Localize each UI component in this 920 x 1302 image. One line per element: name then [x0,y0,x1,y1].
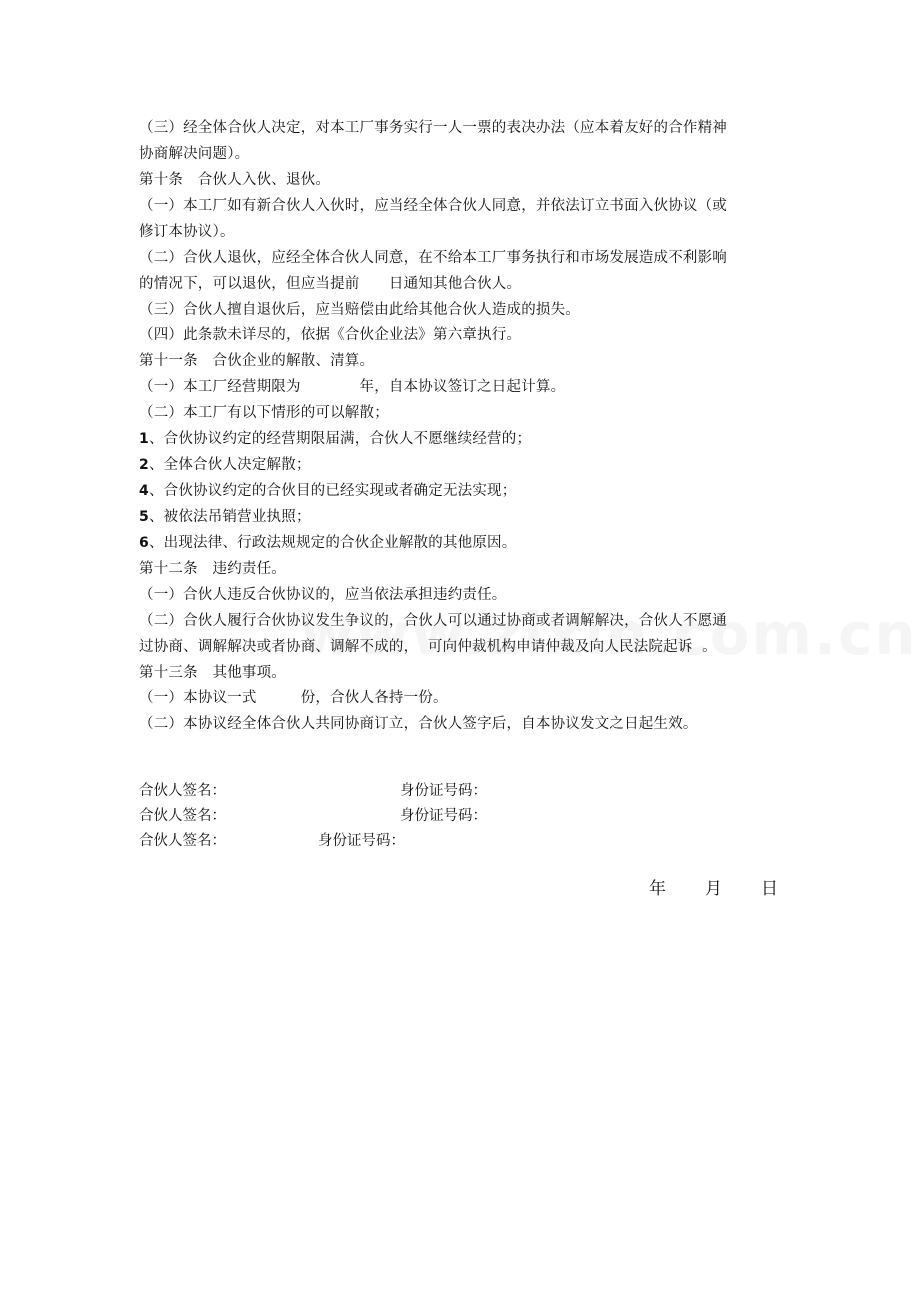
clause-text: （二）合伙人履行合伙协议发生争议的，合伙人可以通过协商或者调解解决，合伙人不愿通 [139,612,727,629]
date-day: 日 [761,879,778,899]
clause-text: （一）合伙人违反合伙协议的，应当依法承担违约责任。 [139,586,507,603]
clause-text: 第十一条 合伙企业的解散、清算。 [139,353,375,370]
clause-line [139,454,311,476]
clause-line [139,299,580,321]
signature-name-label-3: 合伙人签名： [139,833,226,849]
clause-line [139,247,727,269]
clause-text: （二）合伙人退伙，应经全体合伙人同意，在不给本工厂事务执行和市场发展造成不利影响 [139,249,727,266]
clause-text: 第十二条 违约责任。 [139,560,286,577]
clause-text: 第十条 合伙人入伙、退伙。 [139,171,331,188]
clause-text: （二）本协议经全体合伙人共同协商订立，合伙人签字后，自本协议发文之日起生效。 [139,716,698,733]
clause-number: 2 [139,457,149,474]
clause-number: 6 [139,534,149,551]
clause-line [139,662,286,684]
clause-line [139,558,286,580]
clause-line [139,532,516,554]
clause-text: （一）本工厂经营期限为 年，自本协议签订之日起计算。 [139,379,566,396]
clause-line [139,273,521,295]
clause-line [139,350,374,372]
clause-line [139,428,531,450]
date-year: 年 [649,879,666,899]
clause-line [139,376,565,398]
clause-text: （二）本工厂有以下情形的可以解散； [139,405,389,422]
clause-line [139,480,516,502]
clause-text: 第十三条 其他事项。 [139,664,286,681]
clause-text: 、合伙协议约定的合伙目的已经实现或者确定无法实现； [148,483,517,500]
signature-id-label-3: 身份证号码： [318,833,405,849]
clause-text: 、被依法吊销营业执照； [148,508,311,525]
clause-number: 4 [139,483,149,500]
signature-id-label-1: 身份证号码： [400,783,487,799]
date-month: 月 [705,879,722,899]
clause-line [139,506,311,528]
clause-text: （三）合伙人擅自退伙后，应当赔偿由此给其他合伙人造成的损失。 [139,301,580,318]
clause-line [139,584,507,606]
clause-line [139,221,235,243]
clause-text: （三）经全体合伙人决定，对本工厂事务实行一人一票的表决办法（应本着友好的合作精神 [139,120,727,136]
clause-line [139,324,521,346]
clause-text: 修订本协议）。 [139,223,235,240]
clause-line [139,402,389,424]
clause-line [139,195,727,217]
clause-text: （一）本工厂如有新合伙人入伙时，应当经全体合伙人同意，并依法订立书面入伙协议（或 [139,197,727,214]
clause-line [139,687,448,709]
clause-line [139,636,717,658]
clause-text: （四）此条款未详尽的，依据《合伙企业法》第六章执行。 [139,327,522,344]
clause-text: 、出现法律、行政法规规定的合伙企业解散的其他原因。 [148,534,517,551]
clause-text: （一）本协议一式 份，合伙人各持一份。 [139,690,448,707]
clause-text: 协商解决问题）。 [139,145,250,162]
clause-text: 的情况下，可以退伙，但应当提前 日通知其他合伙人。 [139,275,522,292]
clause-line [139,117,727,139]
clause-text: 过协商、调解解决或者协商、调解不成的， 可向仲裁机构申请仲裁及向人民法院起诉 。 [139,638,717,655]
clause-text: 、合伙协议约定的经营期限届满，合伙人不愿继续经营的； [148,431,532,448]
signature-id-label-2: 身份证号码： [400,808,487,824]
clause-text: 、全体合伙人决定解散； [148,457,311,474]
clause-line [139,610,727,632]
clause-number: 1 [139,431,149,448]
signature-name-label-2: 合伙人签名： [139,808,226,824]
signature-name-label-1: 合伙人签名： [139,783,226,799]
clause-line [139,169,330,191]
clause-number: 5 [139,508,149,525]
clause-line [139,713,698,735]
clause-line [139,143,249,165]
